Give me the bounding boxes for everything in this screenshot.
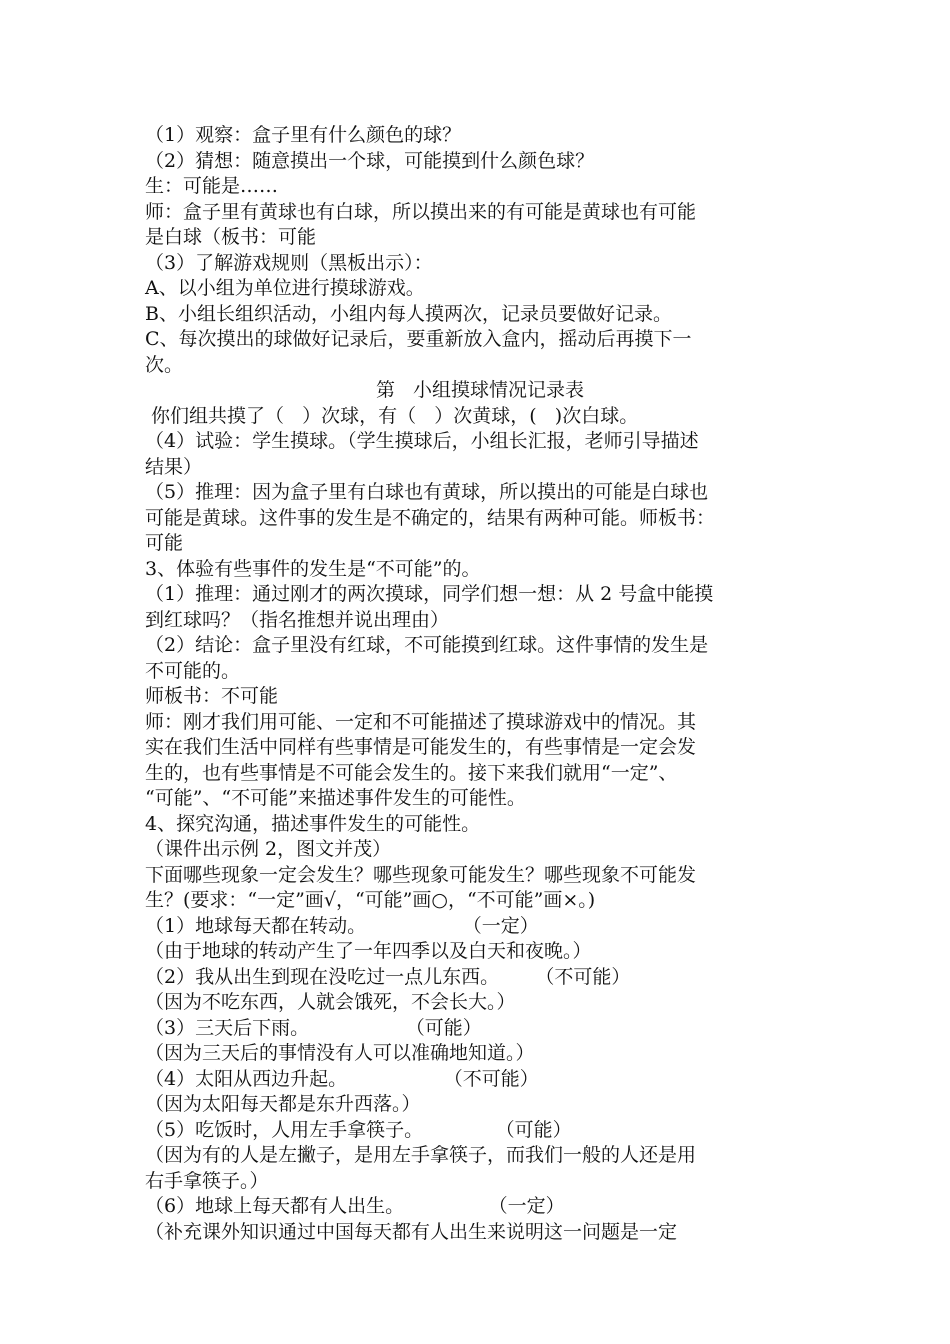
text-line: （2）结论：盒子里没有红球，不可能摸到红球。这件事情的发生是	[145, 634, 709, 656]
section-heading: 4、探究沟通，描述事件发生的可能性。	[145, 812, 481, 835]
text-line: （5）吃饭时，人用左手拿筷子。 （可能）	[145, 1118, 572, 1141]
text-line: （3）了解游戏规则（黑板出示）：	[145, 251, 433, 274]
text-line: 次。	[145, 353, 184, 376]
text-line: （课件出示例 2，图文并茂）	[145, 838, 392, 860]
text-line: （4）试验：学生摸球。（学生摸球后，小组长汇报，老师引导描述	[145, 430, 699, 452]
text-line: （2）猜想：随意摸出一个球，可能摸到什么颜色球？	[145, 149, 595, 172]
text-line: （3）三天后下雨。 （可能）	[145, 1016, 482, 1039]
text-line: 不可能的。	[145, 659, 241, 682]
text-line: 下面哪些现象一定会发生？哪些现象可能发生？哪些现象不可能发	[145, 863, 697, 886]
text-line: 师：刚才我们用可能、一定和不可能描述了摸球游戏中的情况。其	[145, 710, 697, 733]
text-line: （1）地球每天都在转动。 （一定）	[145, 914, 539, 937]
text-line: （2）我从出生到现在没吃过一点儿东西。 （不可能）	[145, 965, 631, 988]
text-line: 右手拿筷子。）	[145, 1169, 269, 1192]
text-line: B、小组长组织活动，小组内每人摸两次，记录员要做好记录。	[145, 302, 672, 325]
text-line: 师：盒子里有黄球也有白球，所以摸出来的有可能是黄球也有可能	[145, 200, 697, 223]
text-line: （5）推理：因为盒子里有白球也有黄球，所以摸出的可能是白球也	[145, 481, 709, 503]
text-line: “可能”、“不可能”来描述事件发生的可能性。	[145, 787, 526, 809]
text-line: （因为太阳每天都是东升西落。）	[145, 1093, 421, 1115]
text-line: （由于地球的转动产生了一年四季以及白天和夜晚。）	[145, 940, 592, 962]
text-line: 到红球吗？（指名推想并说出理由）	[145, 608, 450, 631]
text-line: 结果）	[145, 455, 203, 478]
text-line: （4）太阳从西边升起。 （不可能）	[145, 1067, 539, 1090]
text-line: 你们组共摸了（ ）次球，有（ ）次黄球，( )次白球。	[145, 404, 639, 427]
document-body	[145, 123, 815, 1245]
text-line: 生的，也有些事情是不可能会发生的。接下来我们就用“一定”、	[145, 761, 678, 784]
section-heading: 3、体验有些事件的发生是“不可能”的。	[145, 557, 481, 580]
text-line: 生：可能是……	[145, 175, 279, 197]
text-line: （1）推理：通过刚才的两次摸球，同学们想一想：从 2 号盒中能摸	[145, 583, 714, 605]
text-line: 实在我们生活中同样有些事情是可能发生的，有些事情是一定会发	[145, 736, 697, 758]
table-caption: 第 小组摸球情况记录表	[375, 379, 585, 401]
text-line: （补充课外知识通过中国每天都有人出生来说明这一问题是一定	[145, 1220, 678, 1243]
text-line: （6）地球上每天都有人出生。 （一定）	[145, 1195, 565, 1217]
text-line: （因为不吃东西，人就会饿死，不会长大。）	[145, 991, 516, 1013]
text-line: （因为有的人是左撇子，是用左手拿筷子，而我们一般的人还是用	[145, 1144, 697, 1166]
text-line: A、以小组为单位进行摸球游戏。	[145, 277, 425, 299]
text-line: （1）观察：盒子里有什么颜色的球？	[145, 124, 462, 146]
text-line: 可能	[145, 532, 184, 554]
text-line: 可能是黄球。这件事的发生是不确定的，结果有两种可能。师板书：	[145, 506, 716, 529]
text-line: （因为三天后的事情没有人可以准确地知道。）	[145, 1042, 535, 1064]
text-line: 生？(要求：“一定”画√，“可能”画○，“不可能”画×。)	[145, 889, 596, 911]
text-line: 师板书：不可能	[145, 685, 279, 707]
text-line: C、每次摸出的球做好记录后，要重新放入盒内，摇动后再摸下一	[145, 328, 692, 350]
text-line: 是白球（板书：可能	[145, 226, 317, 248]
